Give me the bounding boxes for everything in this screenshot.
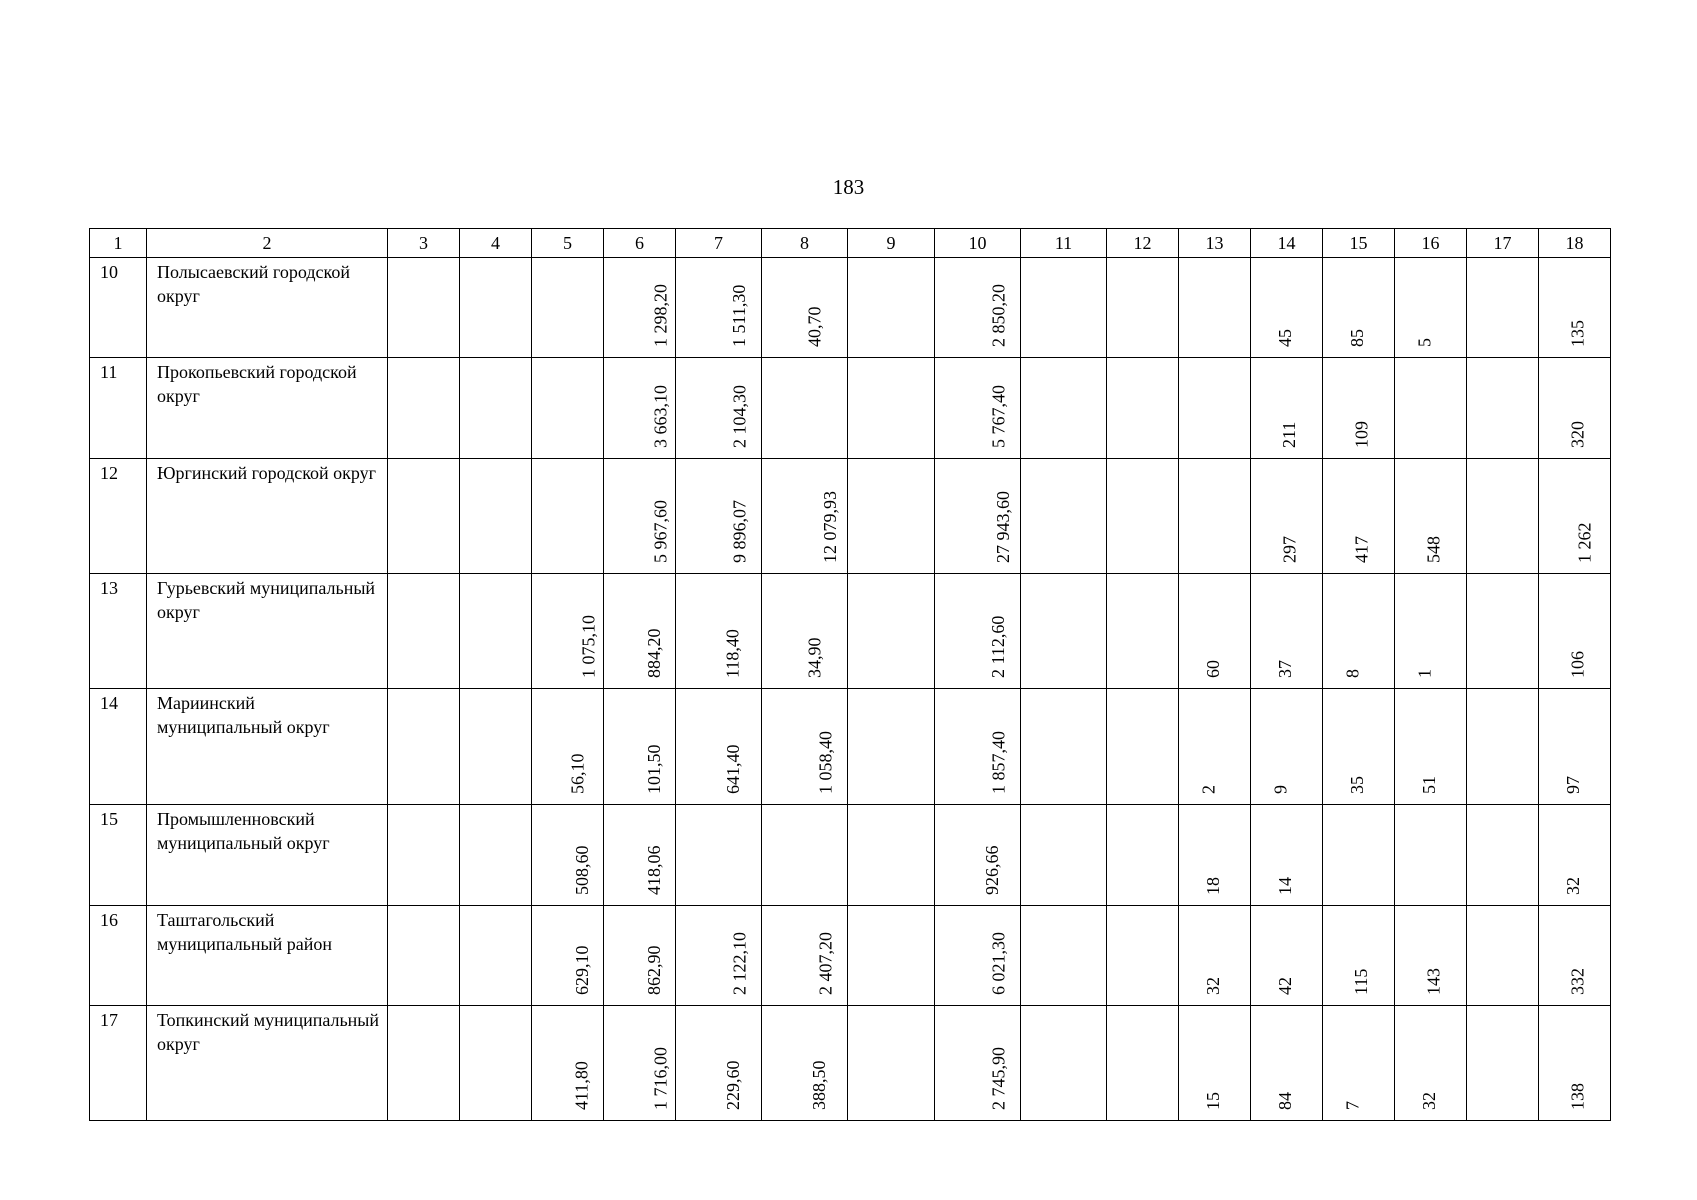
value-cell [935,805,1021,906]
value-cell [935,358,1021,459]
table-row [90,358,1611,459]
cell-value: 27 943,60 [992,491,1013,563]
value-cell [388,574,460,689]
cell-value: 297 [1279,536,1299,563]
cell-value: 2 112,60 [987,615,1008,678]
value-cell [460,1006,532,1121]
cell-value: 101,50 [643,744,664,794]
value-cell [1539,258,1611,358]
cell-value: 332 [1567,968,1587,995]
cell-value: 40,70 [803,306,824,347]
cell-value: 2 850,20 [988,284,1008,347]
value-cell [1539,805,1611,906]
value-cell [532,1006,604,1121]
cell-value: 45 [1274,329,1295,347]
value-cell [1179,574,1251,689]
cell-value: 84 [1274,1092,1295,1110]
municipality-name: Промышленновский муниципальный округ [147,805,388,906]
value-cell [1021,459,1107,574]
value-cell [1467,258,1539,358]
value-cell [388,358,460,459]
value-cell [1107,805,1179,906]
value-cell [848,459,935,574]
value-cell [1179,358,1251,459]
value-cell [460,906,532,1006]
value-cell [1107,258,1179,358]
value-cell [460,459,532,574]
value-cell [388,805,460,906]
cell-value: 14 [1274,877,1295,895]
cell-value: 34,90 [803,637,824,678]
value-cell [1107,459,1179,574]
cell-value: 32 [1418,1092,1439,1110]
table-row [90,906,1611,1006]
cell-value: 548 [1423,536,1443,563]
value-cell [935,459,1021,574]
value-cell [1021,1006,1107,1121]
value-cell [1323,574,1395,689]
column-header: 9 [848,229,935,258]
value-cell [604,358,676,459]
value-cell [762,358,848,459]
value-cell [935,906,1021,1006]
value-cell [604,1006,676,1121]
value-cell [935,689,1021,805]
table-row [90,459,1611,574]
cell-value: 2 745,90 [988,1047,1008,1110]
data-table [89,228,1611,1121]
row-number: 15 [90,805,147,906]
column-header: 12 [1107,229,1179,258]
value-cell [604,689,676,805]
value-cell [1179,906,1251,1006]
value-cell [848,689,935,805]
value-cell [1251,358,1323,459]
value-cell [1395,805,1467,906]
cell-value: 388,50 [808,1060,829,1110]
value-cell [1467,459,1539,574]
row-number: 12 [90,459,147,574]
value-cell [1395,906,1467,1006]
value-cell [1251,805,1323,906]
value-cell [1107,689,1179,805]
table-row [90,689,1611,805]
value-cell [460,805,532,906]
cell-value: 884,20 [643,628,664,678]
value-cell [532,258,604,358]
cell-value: 418,06 [643,845,664,895]
table-row [90,805,1611,906]
value-cell [1251,574,1323,689]
value-cell [762,459,848,574]
cell-value: 417 [1351,536,1371,563]
value-cell [1467,689,1539,805]
value-cell [1021,689,1107,805]
value-cell [762,574,848,689]
cell-value: 51 [1418,776,1439,794]
value-cell [1179,258,1251,358]
cell-value: 143 [1423,968,1443,995]
column-header: 18 [1539,229,1611,258]
cell-value: 9 [1270,785,1290,794]
row-number: 13 [90,574,147,689]
value-cell [1107,574,1179,689]
cell-value: 115 [1350,968,1371,995]
value-cell [460,574,532,689]
page-number: 183 [832,175,865,199]
column-header: 4 [460,229,532,258]
cell-value: 35 [1346,776,1367,794]
value-cell [676,459,762,574]
cell-value: 7 [1342,1101,1362,1110]
value-cell [1395,358,1467,459]
value-cell [532,906,604,1006]
value-cell [1395,1006,1467,1121]
value-cell [604,258,676,358]
column-header: 1 [90,229,147,258]
cell-value: 1 298,20 [650,284,670,347]
cell-value: 1 [1414,669,1434,678]
value-cell [1021,358,1107,459]
value-cell [388,906,460,1006]
value-cell [1395,574,1467,689]
cell-value: 135 [1567,320,1587,347]
value-cell [848,805,935,906]
cell-value: 1 262 [1573,522,1594,563]
value-cell [1539,906,1611,1006]
municipality-name: Мариинский муниципальный округ [147,689,388,805]
column-header: 6 [604,229,676,258]
cell-value: 2 122,10 [729,932,749,995]
value-cell [388,459,460,574]
cell-value: 926,66 [981,845,1002,895]
value-cell [1467,906,1539,1006]
row-number: 17 [90,1006,147,1121]
row-number: 11 [90,358,147,459]
table-row [90,1006,1611,1121]
row-number: 14 [90,689,147,805]
cell-value: 42 [1274,977,1295,995]
row-number: 10 [90,258,147,358]
cell-value: 32 [1562,877,1583,895]
value-cell [1323,459,1395,574]
value-cell [676,358,762,459]
value-cell [460,358,532,459]
value-cell [388,1006,460,1121]
value-cell [532,574,604,689]
header-row [90,229,1611,258]
cell-value: 5 [1414,338,1434,347]
value-cell [532,805,604,906]
cell-value: 1 075,10 [578,615,598,678]
value-cell [1323,689,1395,805]
value-cell [676,805,762,906]
cell-value: 1 857,40 [988,731,1008,794]
cell-value: 85 [1346,329,1367,347]
cell-value: 32 [1202,977,1223,995]
value-cell [1251,906,1323,1006]
value-cell [1539,1006,1611,1121]
cell-value: 862,90 [643,945,664,995]
cell-value: 1 058,40 [815,731,835,794]
value-cell [460,258,532,358]
cell-value: 18 [1202,877,1223,895]
value-cell [762,906,848,1006]
table-row [90,258,1611,358]
value-cell [676,574,762,689]
cell-value: 5 967,60 [650,500,670,563]
value-cell [1467,358,1539,459]
cell-value: 3 663,10 [650,385,670,448]
value-cell [676,906,762,1006]
cell-value: 2 407,20 [815,932,835,995]
value-cell [1179,1006,1251,1121]
municipality-name: Прокопьевский городской округ [147,358,388,459]
cell-value: 641,40 [722,744,743,794]
cell-value: 320 [1567,421,1587,448]
municipality-name: Юргинский городской округ [147,459,388,574]
cell-value: 37 [1274,660,1295,678]
value-cell [388,258,460,358]
value-cell [604,459,676,574]
value-cell [1021,574,1107,689]
municipality-name: Полысаевский городской округ [147,258,388,358]
value-cell [1467,1006,1539,1121]
column-header: 16 [1395,229,1467,258]
column-header: 11 [1021,229,1107,258]
cell-value: 118,40 [721,629,742,678]
column-header: 13 [1179,229,1251,258]
column-header: 8 [762,229,848,258]
value-cell [676,258,762,358]
value-cell [676,1006,762,1121]
municipality-name: Гурьевский муниципальный округ [147,574,388,689]
cell-value: 97 [1562,776,1583,794]
value-cell [762,805,848,906]
value-cell [848,1006,935,1121]
value-cell [1179,805,1251,906]
value-cell [1251,689,1323,805]
value-cell [604,805,676,906]
column-header: 14 [1251,229,1323,258]
value-cell [1251,258,1323,358]
value-cell [848,906,935,1006]
cell-value: 106 [1567,651,1587,678]
value-cell [1021,906,1107,1006]
value-cell [1395,689,1467,805]
value-cell [1395,258,1467,358]
value-cell [1323,805,1395,906]
cell-value: 109 [1351,421,1371,448]
cell-value: 12 079,93 [819,491,840,563]
municipality-name: Топкинский муниципальный округ [147,1006,388,1121]
value-cell [1107,1006,1179,1121]
value-cell [1539,358,1611,459]
value-cell [848,358,935,459]
value-cell [388,689,460,805]
column-header: 7 [676,229,762,258]
value-cell [1179,689,1251,805]
column-header: 15 [1323,229,1395,258]
value-cell [604,574,676,689]
cell-value: 1 511,30 [728,284,749,347]
column-header: 10 [935,229,1021,258]
value-cell [532,459,604,574]
value-cell [1021,805,1107,906]
value-cell [848,574,935,689]
value-cell [1107,358,1179,459]
cell-value: 5 767,40 [988,385,1008,448]
value-cell [460,689,532,805]
value-cell [762,1006,848,1121]
cell-value: 211 [1278,421,1299,448]
municipality-name: Таштагольский муниципальный район [147,906,388,1006]
value-cell [1251,1006,1323,1121]
value-cell [935,258,1021,358]
value-cell [1323,1006,1395,1121]
value-cell [935,574,1021,689]
value-cell [1323,358,1395,459]
value-cell [1467,805,1539,906]
cell-value: 56,10 [566,753,587,794]
cell-value: 508,60 [571,845,592,895]
cell-value: 411,80 [570,1061,591,1110]
value-cell [1179,459,1251,574]
value-cell [935,1006,1021,1121]
table-row [90,574,1611,689]
cell-value: 9 896,07 [729,500,749,563]
value-cell [1021,258,1107,358]
value-cell [762,258,848,358]
cell-value: 60 [1202,660,1223,678]
column-header: 17 [1467,229,1539,258]
value-cell [1539,459,1611,574]
value-cell [1539,574,1611,689]
cell-value: 2 104,30 [729,385,749,448]
value-cell [1395,459,1467,574]
cell-value: 2 [1198,785,1218,794]
column-header: 2 [147,229,388,258]
value-cell [1107,906,1179,1006]
cell-value: 15 [1202,1092,1223,1110]
cell-value: 229,60 [722,1060,743,1110]
value-cell [604,906,676,1006]
value-cell [1323,906,1395,1006]
cell-value: 1 716,00 [650,1047,670,1110]
value-cell [848,258,935,358]
value-cell [676,689,762,805]
value-cell [1323,258,1395,358]
value-cell [1467,574,1539,689]
value-cell [1539,689,1611,805]
value-cell [762,689,848,805]
row-number: 16 [90,906,147,1006]
cell-value: 6 021,30 [988,932,1008,995]
cell-value: 629,10 [571,945,592,995]
cell-value: 138 [1567,1083,1587,1110]
value-cell [532,358,604,459]
column-header: 5 [532,229,604,258]
value-cell [532,689,604,805]
column-header: 3 [388,229,460,258]
cell-value: 8 [1342,669,1362,678]
value-cell [1251,459,1323,574]
